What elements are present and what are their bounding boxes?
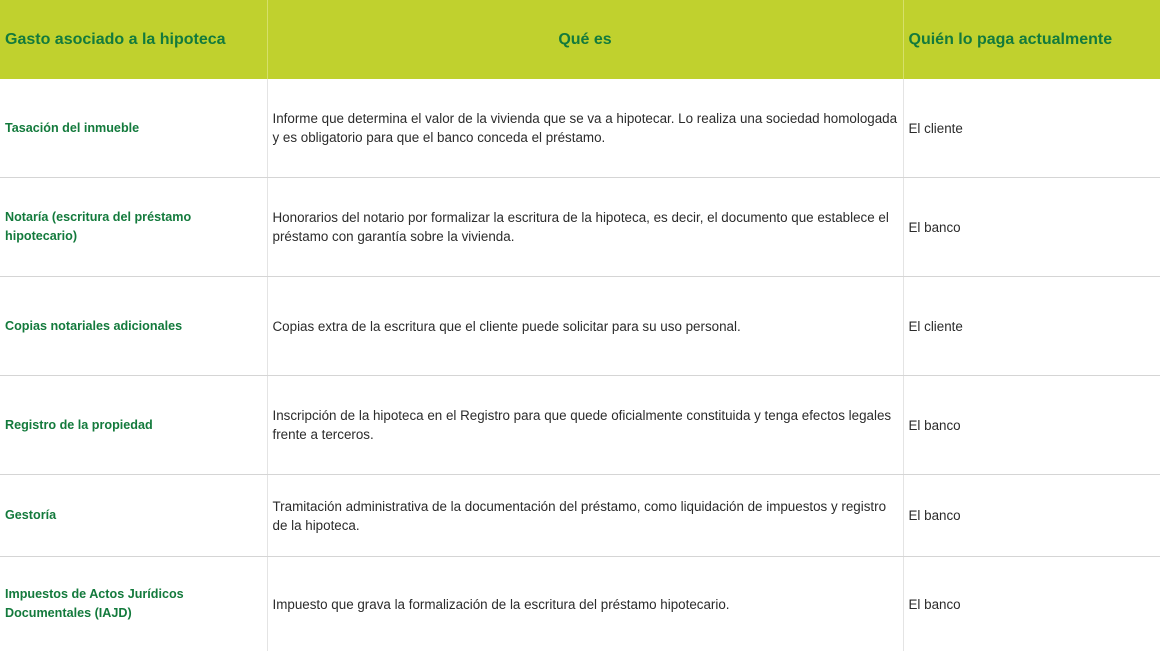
table-row: [0, 178, 1160, 277]
row-description: Honorarios del notario por formalizar la escritura de la hipoteca, es decir, el documento que establece el préstamo con garantía sobre la vivienda.: [267, 178, 903, 277]
row-concept: Tasación del inmueble: [0, 79, 267, 178]
row-description: Impuesto que grava la formalización de la escritura del préstamo hipotecario.: [267, 557, 903, 652]
row-description: Copias extra de la escritura que el cliente puede solicitar para su uso personal.: [267, 277, 903, 376]
row-payer: El cliente: [903, 277, 1160, 376]
table-body: [0, 79, 1160, 651]
table-header: [0, 0, 1160, 79]
row-description: Inscripción de la hipoteca en el Registro para que quede oficialmente constituida y tenga efectos legales frente a terceros.: [267, 376, 903, 475]
row-concept: Copias notariales adicionales: [0, 277, 267, 376]
header-description: Qué es: [267, 0, 903, 79]
row-payer: El banco: [908, 596, 961, 612]
header-row: [0, 0, 1160, 79]
table-row: [0, 475, 1160, 557]
row-description: Informe que determina el valor de la vivienda que se va a hipotecar. Lo realiza una sociedad homologada y es obligatorio para que el banco conceda el préstamo.: [267, 79, 903, 178]
header-payer: Quién lo paga actualmente: [903, 0, 1160, 79]
table-row: [0, 557, 1160, 652]
row-concept: Gestoría: [0, 475, 267, 557]
row-concept: Notaría (escritura del préstamo hipotecario): [0, 178, 267, 277]
table-row: [0, 376, 1160, 475]
header-concept: Gasto asociado a la hipoteca: [0, 0, 267, 79]
row-concept: Impuestos de Actos Jurídicos Documentales (IAJD): [0, 557, 267, 652]
row-payer: El banco: [903, 376, 1160, 475]
row-payer: El banco: [903, 475, 1160, 557]
row-payer: El banco: [903, 178, 1160, 277]
table-row: [0, 277, 1160, 376]
row-description: Tramitación administrativa de la documentación del préstamo, como liquidación de impuestos y registro de la hipoteca.: [267, 475, 903, 557]
row-concept: Registro de la propiedad: [0, 376, 267, 475]
table-row: [0, 79, 1160, 178]
row-payer: El cliente: [903, 79, 1160, 178]
